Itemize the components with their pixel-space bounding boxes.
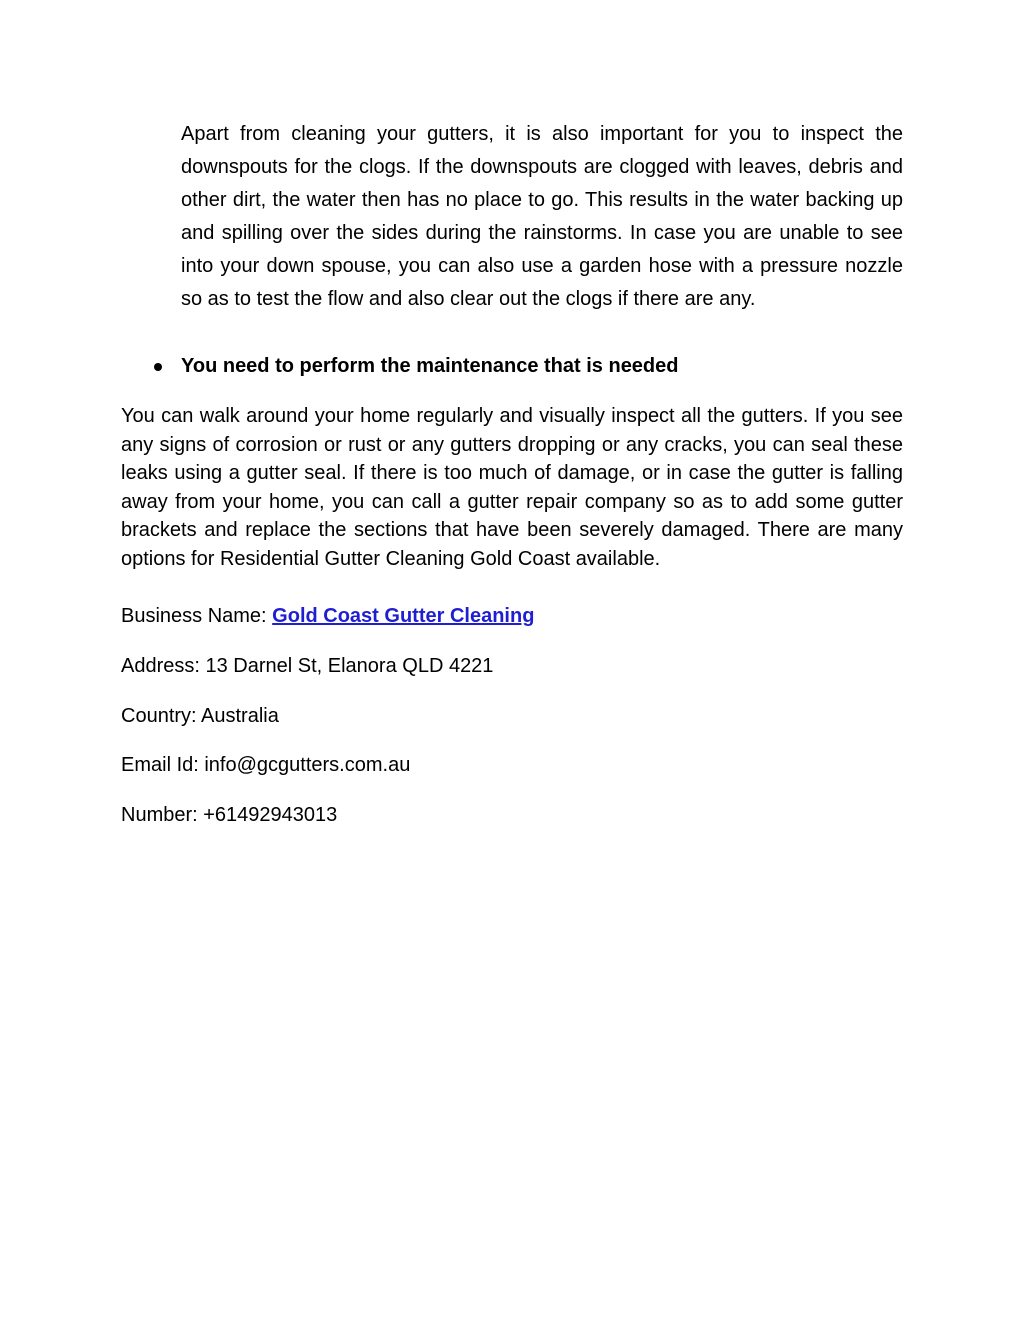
email-line: Email Id: info@gcgutters.com.au <box>121 754 411 776</box>
address-line: Address: 13 Darnel St, Elanora QLD 4221 <box>121 655 494 677</box>
body-paragraph: You can walk around your home regularly and visually inspect all the gutters. If you see any signs of corrosion or rust or any gutters dropping or any cracks, you can seal these leaks using a gutter seal. If there is too much of damage, or in case the gutter is falling away from your home, you can call a gutter repair company so as to add some gutter brackets and replace the sections that have been severely damaged. There are many options for Residential Gutter Cleaning Gold Coast available. <box>121 405 903 570</box>
bullet-icon <box>154 363 162 371</box>
number-line: Number: +61492943013 <box>121 804 338 826</box>
business-name-line <box>121 602 534 630</box>
intro-paragraph: Apart from cleaning your gutters, it is also important for you to inspect the downspouts for the clogs. If the downspouts are clogged with leaves, debris and other dirt, the water then has no place to go. This results in the water backing up and spilling over the sides during the rainstorms. In case you are unable to see into your down spouse, you can also use a garden hose with a pressure nozzle so as to test the flow and also clear out the clogs if there are any. <box>181 123 903 310</box>
bullet-list-item <box>148 350 908 383</box>
business-name-link[interactable]: Gold Coast Gutter Cleaning <box>272 605 535 627</box>
business-name-label: Business Name: <box>121 605 273 627</box>
country-line: Country: Australia <box>121 705 279 727</box>
bullet-heading: You need to perform the maintenance that is needed <box>181 355 679 377</box>
